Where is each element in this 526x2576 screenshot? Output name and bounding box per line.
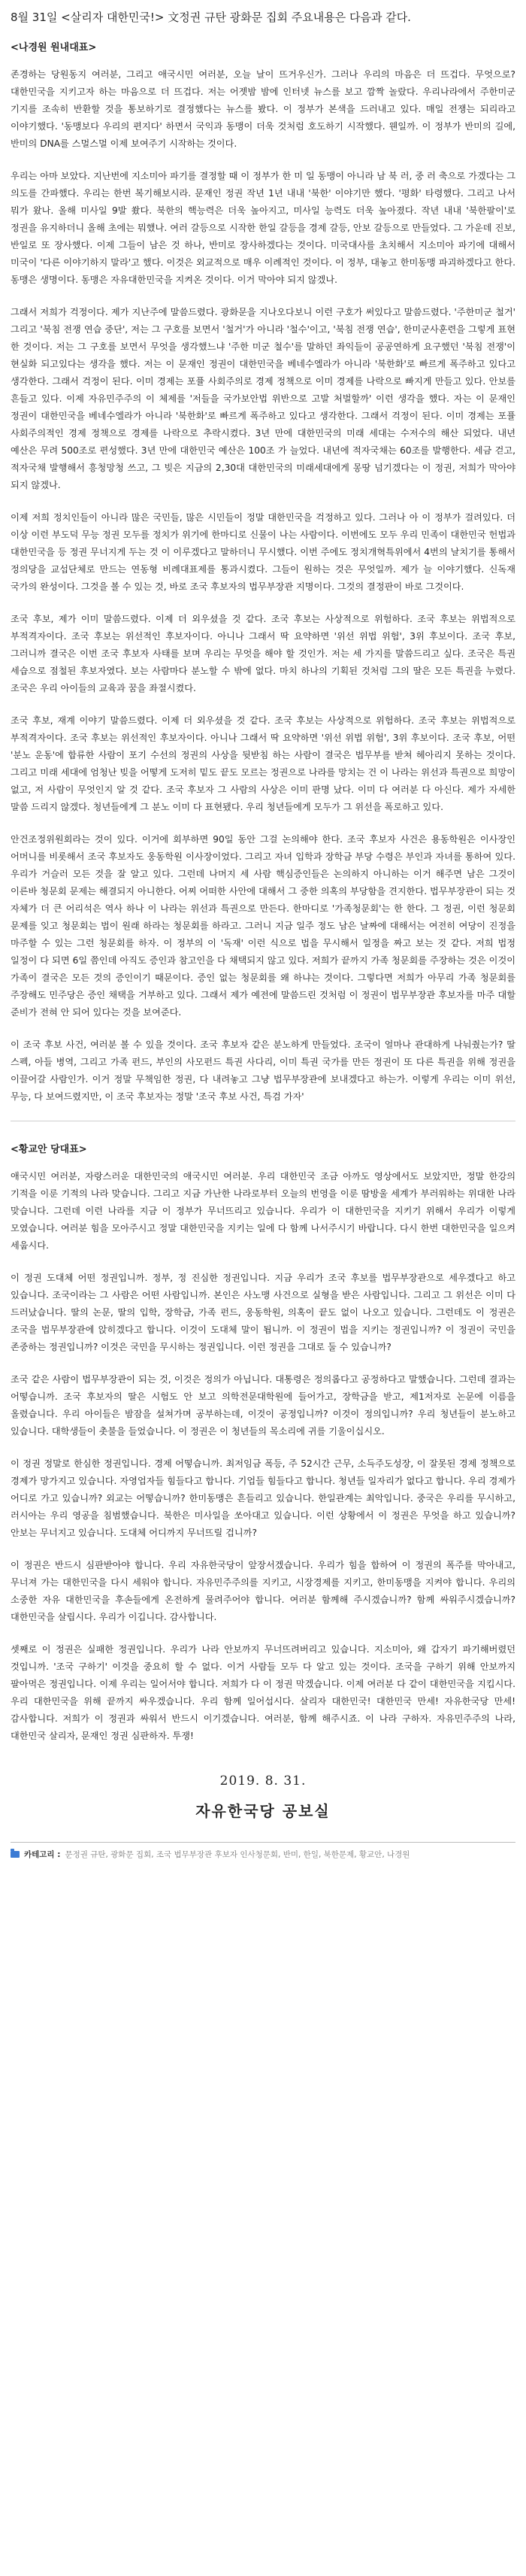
section-title: <나경원 원내대표>: [11, 42, 97, 53]
paragraph: 우리는 아마 보았다. 지난번에 지소미아 파기를 결정할 때 이 정부가 한 미 일 동맹이 아니라 남 북 러, 중 러 축으로 가겠다는 그 의도를 간파했다. 우리는 한번 복기해보시라. 문재인 정권 작년 1년 내내 '북한' 이야기만 했다. '평화' 타령했다. 그리고 나서 뭐가 왔나. 올해 미사일 9발 쐈다. 북한의 핵능력은 더욱 높아지고, 미사일 능력도 더욱 높아졌다. 작년 내내 '북한팔이'로 정권을 유지하더니 올해 초에는 뭐했나. 여러 갈등으로 시작한 한일 갈등을 경제 갈등, 안보 갈등으로 만들었다. 그 가운데 진보, 반일로 또 장사했다. 이제 그들이 남은 것 하나, 반미로 장사하겠다는 것이다. 미국대사를 초치해서 지소미아 파기에 대해서 미국이 '다른 이야기하지 말라'고 했다. 이것은 외교적으로 매우 이례적인 것이다. 이 정부, 대놓고 한미동맹 파괴하겠다고 한다. 동맹은 생명이다. 동맹은 자유대한민국을 지켜온 것이다. 이거 막아야 되지 않겠나.: [11, 171, 515, 285]
paragraph: 조국 후보, 재계 이야기 말씀드렸다. 이제 더 외우셨을 것 같다. 조국 후보는 사상적으로 위험하다. 조국 후보는 위법적으로 부적격자이다. 조국 후보는 위선적인 후보자이다. 아니나 그래서 딱 요약하면 '위선 위법 위험', 3위 후보이다. 조국 후보, 어떤 '분노 운동'에 합류한 사람이 포기 수선의 정권의 사상을 뒷받침 하는 사람이 결국은 법무부를 받쳐 헤아리지 못하는 것이다. 그리고 미래 세대에 엄청난 빚을 어떻게 도저히 밑도 끝도 모르는 정권으로 나라를 망치는 건 이 나라는 위선과 특권으로 희망이 없고, 저 사람이 무엇인지 알 것 같다. 조국 후보자 그 사람의 사상은 이미 판명 났다. 이미 다 여러분 다 아신다. 제가 자세한 말씀 드리지 않겠다. 청년들에게 그 분노 이미 다 표현됐다. 우리 청년들에게 모두가 그 위선을 폭로하고 있다.: [11, 715, 515, 812]
release-date: 2019. 8. 31.: [219, 1773, 307, 1789]
paragraph: 이 정권 도대체 어떤 정권입니까. 정부, 정 진심한 정권입니다. 지금 우리가 조국 후보를 법무부장관으로 세우겠다고 하고 있습니다. 조국이라는 그 사람은 어떤 사람입니까. 본인은 사노맹 사건으로 실형을 받은 사람입니다. 그리고 그 위선은 이미 다 드러났습니다. 딸의 논문, 딸의 입학, 장학금, 가족 펀드, 웅동학원, 의혹이 끝도 없이 나오고 있습니다. 그런데도 이 정권은 조국을 법무부장관에 앉히겠다고 합니다. 이것이 도대체 말이 됩니까. 이 정권이 법을 지키는 정권입니까? 이 정권이 국민을 존중하는 정권입니까? 이것은 국민을 무시하는 정권입니다. 이런 정권을 그대로 둘 수 있습니까?: [11, 1273, 515, 1352]
section-hwang-kyo-ahn: [11, 1142, 515, 1745]
section-na-kyung-won: [11, 41, 515, 1106]
category-label: 카테고리 :: [24, 1850, 61, 1859]
paragraph: 이제 저희 정치인들이 아니라 많은 국민들, 많은 시민들이 정말 대한민국을 걱정하고 있다. 그러나 아 이 정부가 걸려있다. 더 이상 이런 부도덕 무능 정권 모두를 정치가 위기에 한마디로 신물이 나는 사람이다. 이번에도 모두 우리 민족이 대한민국 헌법과 대한민국을 등 정권 무너지게 두는 것 이 이루겠다고 말하더니 무시했다. 이번 주에도 정치개혁특위에서 4번의 날치기를 통해서 정의당을 교섭단체로 만드는 연동형 비례대표제를 통과시켰다. 그들이 원하는 것은 무엇일까. 제가 늘 이야기했다. 신독재 국가의 완성이다. 그것을 볼 수 있는 것, 바로 조국 후보자의 법무부장관 지명이다. 그것의 결정판이 바로 그것이다.: [11, 512, 515, 592]
paragraph: 조국 후보, 제가 이미 말씀드렸다. 이제 더 외우셨을 것 같다. 조국 후보는 사상적으로 위험하다. 조국 후보는 위법적으로 부적격자이다. 조국 후보는 위선적인 후보자이다. 아니나 그래서 딱 요약하면 '위선 위법 위험', 3위 후보이다. 조국 후보, 그러니까 결국은 이번 조국 후보자 사태를 보며 우리는 무엇을 해야 할 것인가. 저는 세 가지를 말씀드리고 싶다. 조국은 특권 세습으로 점철된 후보자였다. 보는 사람마다 분노할 수 밖에 없다. 마치 하나의 기획된 것처럼 그의 딸은 모든 특권을 누렸다. 조국은 우리 아이들의 교육과 꿈을 좌절시켰다.: [11, 614, 515, 693]
page-title: 8월 31일 <살리자 대한민국!> 文정권 규탄 광화문 집회 주요내용은 다음과 같다.: [11, 11, 411, 24]
paragraph: 조국 같은 사람이 법무부장관이 되는 것, 이것은 정의가 아닙니다. 대통령은 정의롭다고 공정하다고 말했습니다. 그런데 결과는 어떻습니까. 조국 후보자의 딸은 시험도 안 보고 의학전문대학원에 들어가고, 장학금을 받고, 제1저자로 논문에 이름을 올렸습니다. 우리 아이들은 밤잠을 설쳐가며 공부하는데, 이것이 공정입니까? 이것이 정의입니까? 우리 청년들이 분노하고 있습니다. 대학생들이 촛불을 들었습니다. 이 정권은 이 청년들의 목소리에 귀를 기울이십시오.: [11, 1374, 515, 1437]
issuer-org: 자유한국당 공보실: [195, 1802, 331, 1820]
paragraph: 셋째로 이 정권은 실패한 정권입니다. 우리가 나라 안보까지 무너뜨려버리고 있습니다. 지소미아, 왜 갑자기 파기해버렸던 것입니까. '조국 구하기' 이것을 중요히 할 수 없다. 이거 사람들 모두 다 알고 있는 것이다. 조국을 구하기 위해 안보까지 팔아먹은 정권입니다. 이제 우리는 일어서야 합니다. 저희가 다 이 정권 막겠습니다. 이제 여러분 다 같이 대한민국을 지킵시다. 우리 대한민국을 위해 끝까지 싸우겠습니다. 우리 함께 일어섭시다. 살리자 대한민국! 대한민국 만세! 자유한국당 만세! 감사합니다. 저희가 이 정권과 싸워서 반드시 이기겠습니다. 여러분, 함께 해주시죠. 이 나라 구하자. 자유민주주의 나라, 대한민국 살리자, 문재인 정권 심판하자. 투쟁!: [11, 1644, 515, 1741]
footer-divider: [11, 1842, 515, 1843]
paragraph: 안건조정위원회라는 것이 있다. 이거에 회부하면 90일 동안 그걸 논의해야 한다. 조국 후보자 사건은 용동학원은 이사장인 어머니를 비롯해서 조국 후보자도 웅동학원 이사장이었다. 그리고 자녀 입학과 장학금 부당 수령은 부인과 자녀를 통하여 있다. 우리가 거슬러 모든 것을 잘 알고 있다. 그런데 나머지 세 사람 핵심증인들은 논의하지 아니하는 이거 해주면 남은 그것이 이른바 청문회 문제는 해결되지 아니한다. 어찌 어떠한 사안에 대해서 그 중한 의혹의 부당함을 견지한다. 법무부장관이 되는 것 자체가 더 큰 어리석은 역사 하나 이 나라는 위선과 특권으로 만든다. 한마디로 '가족청문회'는 한 한다. 그 정권, 이런 청문회 문제를 잊고 청문회는 법이 원래 하라는 청문회를 하라고. 그러니 지금 일주 정도 남은 날짜에 대해서는 여전히 여당이 진정을 마주할 수 있는 그런 청문회를 하자. 이 정부의 이 '독재' 이런 식으로 법을 무시해서 일정을 짜고 보는 것 같다. 저희 법정 일정이 다 되면 6일 쯤인데 아직도 증인과 참고인을 다 채택되지 않고 있다. 저희가 끝까지 가족 청문회를 주장하는 것은 이것이 가족이 결국은 모든 것의 증인이기 때문이다. 증인 없는 청문회를 왜 하냐는 것이다. 그렇다면 저희가 아무리 가족 청문회를 주장해도 민주당은 증인 채택을 거부하고 있다. 그래서 제가 예전에 말씀드린 것처럼 이 정권이 법무부장관 후보자를 마주 대할 준비가 전혀 안 되어 있다는 것을 보여준다.: [11, 834, 515, 1018]
paragraph: 애국시민 여러분, 자랑스러운 대한민국의 애국시민 여러분. 우리 대한민국 조금 아까도 영상에서도 보았지만, 정말 한강의 기적을 이룬 기적의 나라 맞습니다. 그리고 지금 가난한 나라로부터 오늘의 번영을 이룬 땀방울 세계가 부러워하는 위대한 나라 맞습니다. 그런데 이런 나라를 지금 이 정부가 무너뜨리고 있습니다. 우리가 이 대한민국을 지키기 위해서 우리가 이렇게 모였습니다. 여러분 힘을 모아주시고 정말 대한민국을 지키는 일에 다 함께 나서주시기 바랍니다. 다시 한번 대한민국을 일으켜 세웁시다.: [11, 1171, 515, 1251]
paragraph: 이 정권 정말로 한심한 정권입니다. 경제 어떻습니까. 최저임금 폭등, 주 52시간 근무, 소득주도성장, 이 잘못된 경제 정책으로 경제가 망가지고 있습니다. 자영업자들 힘들다고 합니다. 기업들 힘들다고 합니다. 청년들 일자리가 없다고 합니다. 우리 경제가 어디로 가고 있습니까? 외교는 어떻습니까? 한미동맹은 흔들리고 있습니다. 한일관계는 최악입니다. 중국은 우리를 무시하고, 러시아는 우리 영공을 침범했습니다. 북한은 미사일을 쏘아대고 있습니다. 이런 상황에서 이 정권은 무엇을 하고 있습니까? 안보는 무너지고 있습니다. 도대체 어디까지 무너뜨릴 겁니까?: [11, 1458, 516, 1538]
paragraph: 존경하는 당원동지 여러분, 그리고 애국시민 여러분, 오늘 날이 뜨거우신가. 그러나 우리의 마음은 더 뜨겁다. 무엇으로? 대한민국을 지키고자 하는 마음으로 더 뜨겁다. 저는 어젯밤 밤에 인터넷 뉴스를 보고 깜짝 놀랐다. 우리나라에서 주한미군 기지를 조속히 반환할 것을 통보하기로 결정했다는 뉴스를 봤다. 이 정부가 본색을 드러내고 있다. 매일 전쟁는 되리라고 이야기했다. '동맹보다 우리의 편지다' 하면서 국익과 동맹이 더욱 것처럼 호도하기 시작했다. 웬일까. 이 정부가 반미의 길에, 반미의 DNA를 스멀스멀 이제 보여주기 시작하는 것이다.: [11, 69, 515, 149]
paragraph: 이 정권은 반드시 심판받아야 합니다. 우리 자유한국당이 앞장서겠습니다. 우리가 힘을 합하여 이 정권의 폭주를 막아내고, 무너져 가는 대한민국을 다시 세워야 합니다. 자유민주주의를 지키고, 시장경제를 지키고, 한미동맹을 지켜야 합니다. 우리의 소중한 자유 대한민국을 후손들에게 온전하게 물려주어야 합니다. 여러분 함께해 주시겠습니까? 함께 싸워주시겠습니까? 대한민국을 살립시다. 우리가 이깁니다. 감사합니다.: [11, 1560, 515, 1622]
paragraph: 이 조국 후보 사건, 여러분 볼 수 있을 것이다. 조국 후보자 같은 분노하게 만들었다. 조국이 얼마나 관대하게 나눠줬는가? 딸 스펙, 아들 병역, 그리고 가족 펀드, 부인의 사모펀드 특권 사다리, 이미 특권 국가를 만든 정권이 또 다른 특권을 위해 정권을 이끌어갈 사람인가. 이거 정말 무책임한 정권, 다 내려놓고 그냥 법무부장관에 보내겠다고 하는가. 이렇게 우리는 이미 위선, 무능, 다 보여드렸지만, 이 조국 후보자는 정말 '조국 후보 사건, 특검 가자': [11, 1039, 515, 1102]
category-bar: [11, 1849, 515, 1869]
category-tags[interactable]: 문정권 규탄, 광화문 집회, 조국 법무부장관 후보자 인사청문회, 반미, 한일, 북한문제, 황교안, 나경원: [65, 1850, 410, 1859]
paragraph: 그래서 저희가 걱정이다. 제가 지난주에 말씀드렸다. 광화문을 지나오다보니 이런 구호가 써있다고 말씀드렸다. '주한미군 철거' 그리고 '북침 전쟁 연습 중단', 저는 그 구호를 보면서 '철거'가 아니라 '철수'이고, '북침 전쟁 연습', 한미군사훈련을 그렇게 표현 한 것이다. 저는 그 구호를 보면서 무엇을 생각했느냐 '주한 미군 철수'를 말하던 좌익들이 공공연하게 요구했던 '북침 전쟁'이 현실화 되고있다는 생각을 했다. 저는 이 문재인 정권이 대한민국을 베네수엘라가 아니라 '북한화'로 빠르게 폭주하고 있다고 생각한다. 그래서 걱정이 된다. 이미 경제는 포퓰 사회주의로 경제 정책으로 이미 경제를 나락으로 빠지게 만들고 있다. 안보를 흔들고 있다. 이제 자유민주주의 이 체제를 '저들을 국가보안법 위반으로 고발 처벌할까' 이런 생각을 했다. 자는 이 문재인 정권이 대한민국을 베네수엘라가 아니라 '북한화'로 빠르게 폭주하고 있다고 생각한다. 그래서 걱정이 된다. 이미 경제는 포퓰 사회주의적인 경제 정책으로 경제를 나락으로 추락시켰다. 3년 만에 대한민국의 미래 세대는 수저수의 해산 되었다. 내년 예산은 무려 500조로 편성했다. 3년 만에 대한민국 예산은 100조 가 늘었다. 내년에 적자국채는 60조를 발행한다. 세금 걷고, 적자국채 발행해서 흥청망청 쓰고, 그 빚은 지금의 2,30대 대한민국의 미래세대에게 몽땅 넘기겠다는 이 정권, 저희가 막아야 되지 않겠나.: [11, 307, 515, 490]
section-title: <황교안 당대표>: [11, 1144, 87, 1155]
folder-icon: [11, 1851, 20, 1858]
